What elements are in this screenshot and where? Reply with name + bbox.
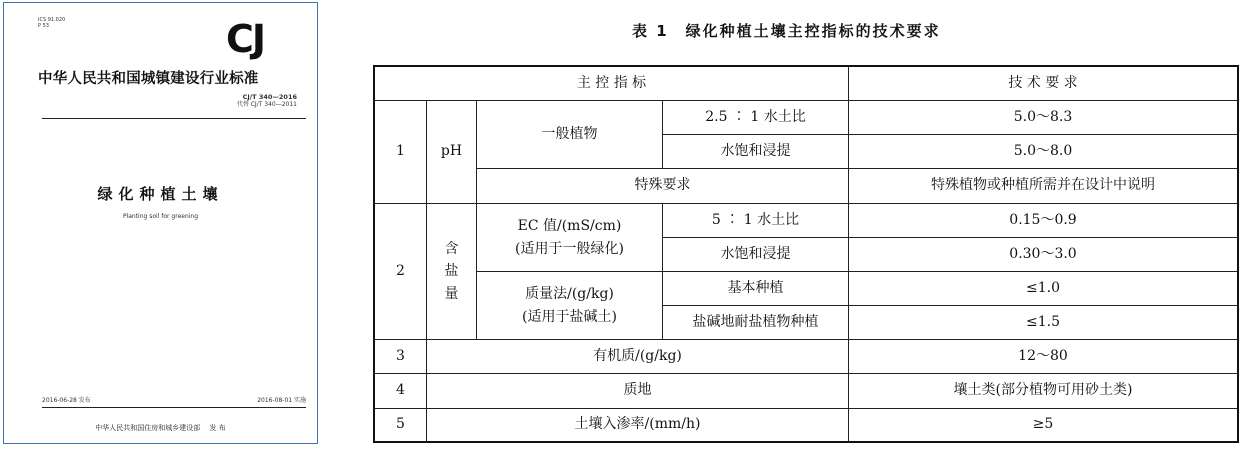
effective-date: 2016-08-01 实施 — [257, 397, 306, 404]
row1-special-value-text: 特殊植物或种植所需并在设计中说明 — [931, 177, 1155, 194]
row5-number-text: 5 — [396, 416, 405, 433]
row2-mass-method — [477, 272, 663, 340]
row2-mass-method-1 — [663, 272, 849, 306]
header-requirement — [849, 67, 1237, 101]
cover-title-cn: 绿化种植土壤 — [97, 185, 224, 203]
row2-mass-method-1-text: 基本种植 — [727, 279, 784, 296]
row2-mass-method-2-text: 盐碱地耐盐植物种植 — [692, 313, 819, 330]
row2-mass-value-2-text: ≤1.5 — [1026, 313, 1060, 330]
cover-top-rule — [42, 118, 306, 119]
row1-general-plants-text: 一般植物 — [541, 125, 598, 142]
row2-ec-value-2-text: 0.30～3.0 — [1009, 245, 1077, 262]
header-indicator-label: 主 控 指 标 — [576, 74, 647, 91]
row2-mass-value-1 — [849, 272, 1237, 306]
row1-number — [375, 101, 427, 204]
ics-line-2: P 53 — [38, 23, 49, 29]
row2-indicator — [427, 204, 477, 340]
row3-indicator — [427, 340, 849, 374]
row3-value-text: 12～80 — [1018, 347, 1068, 364]
row1-special-requirement — [477, 169, 849, 204]
row2-mass-method-2 — [663, 306, 849, 340]
row2-ec-line-2: (适用于一般绿化) — [515, 240, 624, 257]
row4-value-text: 壤土类(部分植物可用砂土类) — [953, 382, 1133, 399]
row1-method-2-text: 水饱和浸提 — [720, 142, 791, 159]
technical-requirements-table — [373, 65, 1239, 443]
row1-number-text: 1 — [396, 143, 405, 160]
row1-value-1 — [849, 101, 1237, 135]
row2-ec-value-2 — [849, 238, 1237, 272]
standard-cover — [3, 2, 318, 444]
cover-dates — [42, 395, 306, 404]
row1-method-1 — [663, 101, 849, 135]
row1-method-1-text: 2.5 ∶ 1 水土比 — [705, 108, 806, 125]
table-title: 表 1 绿化种植土壤主控指标的技术要求 — [632, 22, 941, 40]
row2-indicator-char-2: 盐 — [444, 263, 459, 280]
row2-mass-value-2 — [849, 306, 1237, 340]
row2-indicator-char-3: 量 — [444, 285, 459, 302]
row4-number — [375, 374, 427, 409]
row1-method-2 — [663, 135, 849, 169]
row4-indicator — [427, 374, 849, 409]
row2-ec-value-lines — [515, 215, 624, 260]
row3-number-text: 3 — [396, 347, 405, 364]
row3-value — [849, 340, 1237, 374]
row2-indicator-vertical — [445, 238, 459, 305]
row1-value-2-text: 5.0～8.0 — [1013, 142, 1073, 159]
row2-ec-method-2-text: 水饱和浸提 — [720, 245, 791, 262]
row5-value-text: ≥5 — [1032, 416, 1054, 433]
issue-date: 2016-06-28 发布 — [42, 397, 91, 404]
row1-indicator — [427, 101, 477, 204]
row5-indicator — [427, 409, 849, 441]
row4-indicator-text: 质地 — [623, 382, 652, 399]
row1-special-value — [849, 169, 1237, 204]
row1-special-requirement-text: 特殊要求 — [634, 177, 691, 194]
row2-mass-line-1: 质量法/(g/kg) — [525, 286, 614, 303]
row1-value-1-text: 5.0～8.3 — [1013, 108, 1073, 125]
row5-number — [375, 409, 427, 441]
standard-number-block — [237, 94, 297, 108]
replaces-standard: 代替 CJ/T 340—2011 — [236, 101, 297, 108]
cover-org-title: 中华人民共和国城镇建设行业标准 — [38, 71, 259, 87]
row5-indicator-text: 土壤入渗率/(mm/h) — [574, 416, 701, 433]
row2-indicator-char-1: 含 — [444, 240, 459, 257]
row2-mass-value-1-text: ≤1.0 — [1026, 279, 1060, 296]
row2-mass-lines — [522, 283, 617, 328]
row2-mass-line-2: (适用于盐碱土) — [522, 308, 617, 325]
row2-ec-value — [477, 204, 663, 272]
row4-number-text: 4 — [396, 382, 405, 399]
cover-issuer: 中华人民共和国住房和城乡建设部 发 布 — [95, 424, 226, 432]
row3-indicator-text: 有机质/(g/kg) — [593, 347, 682, 364]
row2-ec-method-2 — [663, 238, 849, 272]
row1-indicator-text: pH — [440, 143, 463, 160]
row2-ec-line-1: EC 值/(mS/cm) — [517, 218, 622, 235]
row2-ec-method-1 — [663, 204, 849, 238]
row2-number — [375, 204, 427, 340]
row1-general-plants — [477, 101, 663, 169]
ics-line-1: ICS 91.020 — [38, 17, 66, 23]
row5-value — [849, 409, 1237, 441]
cj-logo: CJ — [226, 17, 265, 61]
standard-number: CJ/T 340—2016 — [242, 93, 297, 101]
row1-value-2 — [849, 135, 1237, 169]
cover-title-en: Planting soil for greening — [122, 213, 199, 220]
row2-ec-method-1-text: 5 ∶ 1 水土比 — [711, 211, 800, 228]
row2-ec-value-1 — [849, 204, 1237, 238]
cover-bottom-rule — [42, 407, 306, 408]
row2-ec-value-1-text: 0.15～0.9 — [1009, 211, 1077, 228]
ics-code — [38, 17, 65, 29]
header-requirement-label: 技 术 要 求 — [1008, 74, 1078, 91]
header-indicator — [375, 67, 849, 101]
row4-value — [849, 374, 1237, 409]
row3-number — [375, 340, 427, 374]
row2-number-text: 2 — [396, 262, 405, 279]
